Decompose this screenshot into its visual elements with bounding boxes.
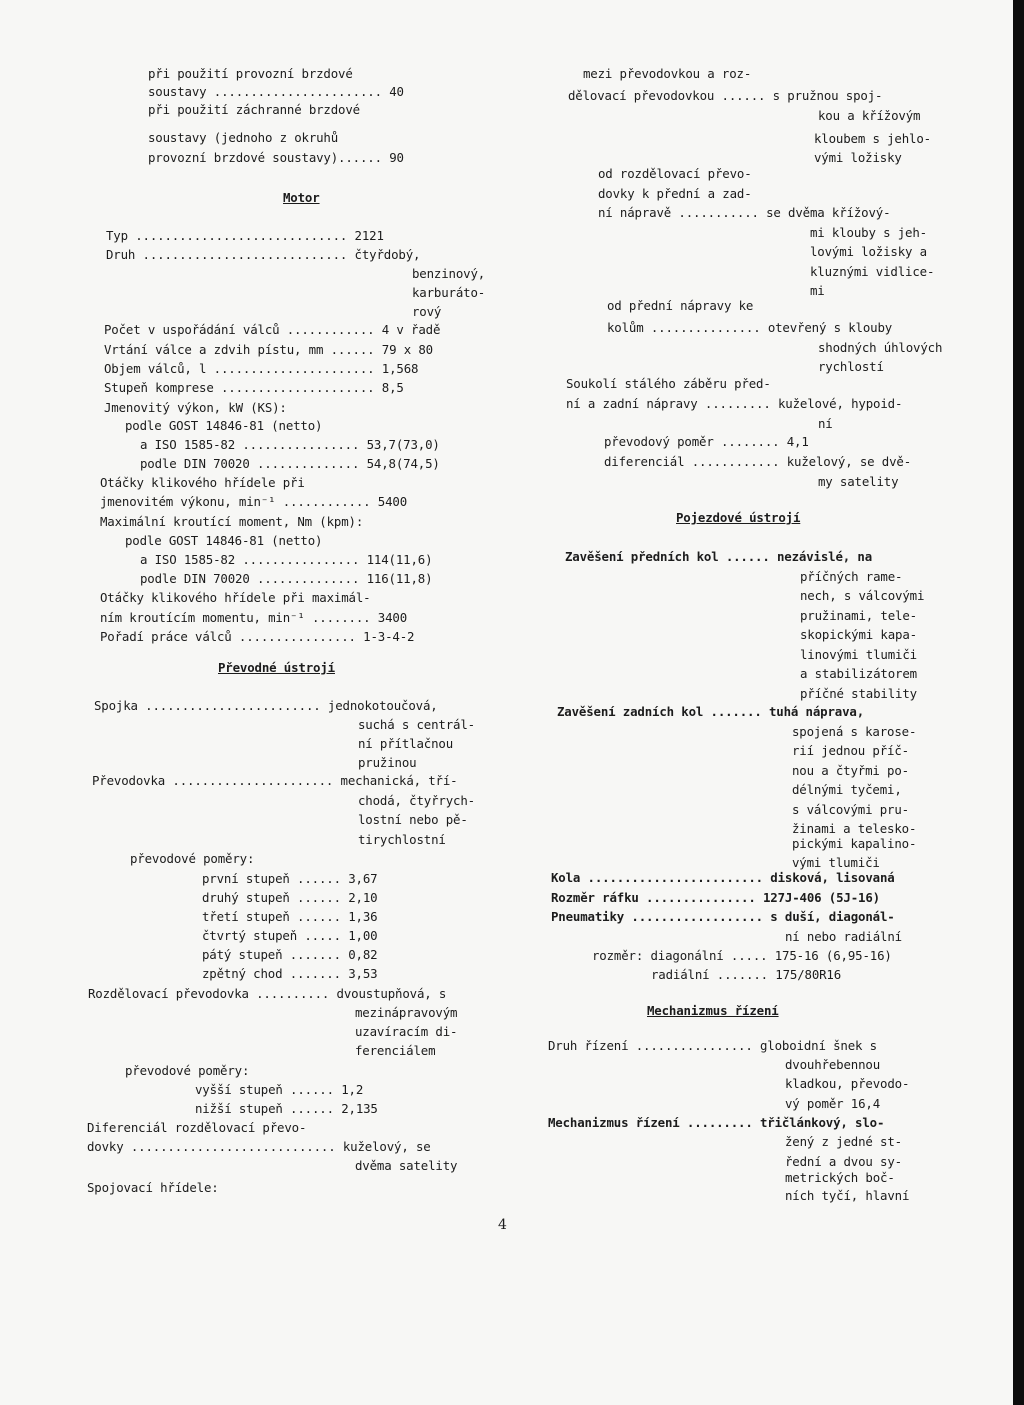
text-line: pátý stupeň ....... 0,82 <box>202 947 378 962</box>
text-line: chodá, čtyřrych- <box>358 793 475 808</box>
text-line: Otáčky klikového hřídele při maximál- <box>100 590 371 605</box>
text-line: rychlostí <box>818 359 884 374</box>
text-line: shodných úhlových <box>818 340 943 355</box>
text-line: soustavy (jednoho z okruhů <box>148 130 339 145</box>
text-line: podle GOST 14846-81 (netto) <box>125 533 323 548</box>
text-line: s válcovými pru- <box>792 802 909 817</box>
text-line: příčné stability <box>800 686 917 701</box>
text-line: uzavíracím di- <box>355 1024 458 1039</box>
text-line: podle DIN 70020 .............. 116(11,8) <box>140 571 433 586</box>
text-line: lovými ložisky a <box>810 244 927 259</box>
text-line: podle GOST 14846-81 (netto) <box>125 418 323 433</box>
text-line: třetí stupeň ...... 1,36 <box>202 909 378 924</box>
text-line: od přední nápravy ke <box>607 298 754 313</box>
text-line: mi klouby s jeh- <box>810 225 927 240</box>
text-line: vyšší stupeň ...... 1,2 <box>195 1082 364 1097</box>
text-line: Počet v uspořádání válců ............ 4 v řadě <box>104 322 441 337</box>
section-heading: Motor <box>283 190 320 205</box>
text-line: převodové poměry: <box>125 1063 250 1078</box>
text-line: ní nebo radiální <box>785 929 902 944</box>
text-line: řední a dvou sy- <box>785 1154 902 1169</box>
text-line: ní nápravě ........... se dvěma křížový- <box>598 205 891 220</box>
text-line: rií jednou příč- <box>792 743 909 758</box>
text-line: pickými kapalino- <box>792 836 917 851</box>
text-line: Otáčky klikového hřídele při <box>100 475 305 490</box>
text-line: my satelity <box>818 474 899 489</box>
text-line: ním kroutícím momentu, min⁻¹ ........ 3400 <box>100 610 408 625</box>
text-line: provozní brzdové soustavy)...... 90 <box>148 150 404 165</box>
text-line: benzinový, <box>412 266 486 281</box>
text-line: Druh řízení ................ globoidní šnek s <box>548 1038 877 1053</box>
text-line: mezinápravovým <box>355 1005 458 1020</box>
text-line: ní <box>818 416 833 431</box>
text-line: Soukolí stálého záběru před- <box>566 376 771 391</box>
text-line: při použití provozní brzdové <box>148 66 353 81</box>
text-line: vými ložisky <box>814 150 902 165</box>
text-line: převodové poměry: <box>130 851 255 866</box>
text-line: zpětný chod ....... 3,53 <box>202 966 378 981</box>
text-line: Typ ............................. 2121 <box>106 228 384 243</box>
text-line: lostní nebo pě- <box>358 812 468 827</box>
text-line: Kola ........................ disková, lisovaná <box>551 870 895 885</box>
scan-edge-shadow <box>1013 0 1024 1405</box>
text-line: dvouhřebennou <box>785 1057 881 1072</box>
text-line: kou a křížovým <box>818 108 921 123</box>
text-line: délnými tyčemi, <box>792 782 902 797</box>
text-line: ní a zadní nápravy ......... kuželové, hypoid- <box>566 396 903 411</box>
text-line: ferenciálem <box>355 1043 436 1058</box>
text-line: nižší stupeň ...... 2,135 <box>195 1101 378 1116</box>
text-line: dvěma satelity <box>355 1158 458 1173</box>
text-line: převodový poměr ........ 4,1 <box>604 434 809 449</box>
section-heading: Převodné ústrojí <box>218 660 335 675</box>
text-line: Objem válců, l ...................... 1,568 <box>104 361 419 376</box>
text-line: Maximální kroutící moment, Nm (kpm): <box>100 514 364 529</box>
text-line: kluznými vidlice- <box>810 264 935 279</box>
text-line: nech, s válcovými <box>800 588 925 603</box>
section-heading: Pojezdové ústrojí <box>676 510 801 525</box>
text-line: dělovací převodovkou ...... s pružnou spoj- <box>568 88 883 103</box>
text-line: Stupeň komprese ..................... 8,5 <box>104 380 404 395</box>
text-line: kloubem s jehlo- <box>814 131 931 146</box>
text-line: příčných rame- <box>800 569 903 584</box>
text-line: Pneumatiky .................. s duší, diagonál- <box>551 909 895 924</box>
text-line: dovky ............................ kuželový, se <box>87 1139 431 1154</box>
text-line: suchá s centrál- <box>358 717 475 732</box>
text-line: žený z jedné st- <box>785 1134 902 1149</box>
text-line: vý poměr 16,4 <box>785 1096 881 1111</box>
text-line: podle DIN 70020 .............. 54,8(74,5) <box>140 456 440 471</box>
text-line: jmenovitém výkonu, min⁻¹ ............ 5400 <box>100 494 408 509</box>
text-line: čtvrtý stupeň ..... 1,00 <box>202 928 378 943</box>
text-line: Zavěšení předních kol ...... nezávislé, na <box>565 549 873 564</box>
text-line: a ISO 1585-82 ................ 114(11,6) <box>140 552 433 567</box>
text-line: rozměr: diagonální ..... 175-16 (6,95-16) <box>592 948 892 963</box>
text-line: karburáto- <box>412 285 486 300</box>
text-line: Rozměr ráfku ............... 127J-406 (5J-16) <box>551 890 880 905</box>
text-line: dovky k přední a zad- <box>598 186 752 201</box>
text-line: Druh ............................ čtyřdobý, <box>106 247 421 262</box>
text-line: Pořadí práce válců ................ 1-3-4-2 <box>100 629 415 644</box>
text-line: pružinou <box>358 755 417 770</box>
text-line: Jmenovitý výkon, kW (KS): <box>104 400 287 415</box>
text-line: mi <box>810 283 825 298</box>
text-line: při použití záchranné brzdové <box>148 102 360 117</box>
text-line: metrických boč- <box>785 1170 895 1185</box>
text-line: a ISO 1585-82 ................ 53,7(73,0) <box>140 437 440 452</box>
text-line: Zavěšení zadních kol ....... tuhá náprava, <box>557 704 865 719</box>
text-line: od rozdělovací převo- <box>598 166 752 181</box>
text-line: druhý stupeň ...... 2,10 <box>202 890 378 905</box>
text-line: Rozdělovací převodovka .......... dvoustupňová, s <box>88 986 447 1001</box>
text-line: Vrtání válce a zdvih pístu, mm ...... 79 x 80 <box>104 342 433 357</box>
text-line: mezi převodovkou a roz- <box>583 66 752 81</box>
text-line: a stabilizátorem <box>800 666 917 681</box>
text-line: rový <box>412 304 442 319</box>
text-line: spojená s karose- <box>792 724 917 739</box>
text-line: soustavy ....................... 40 <box>148 84 404 99</box>
text-line: Spojovací hřídele: <box>87 1180 219 1195</box>
text-line: Převodovka ...................... mechanická, tří- <box>92 773 458 788</box>
text-line: radiální ....... 175/80R16 <box>651 967 842 982</box>
text-line: vými tlumiči <box>792 855 880 870</box>
text-line: kladkou, převodo- <box>785 1076 910 1091</box>
text-line: kolům ............... otevřený s klouby <box>607 320 893 335</box>
section-heading: Mechanizmus řízení <box>647 1003 779 1018</box>
text-line: nou a čtyřmi po- <box>792 763 909 778</box>
text-line: skopickými kapa- <box>800 627 917 642</box>
text-line: tirychlostní <box>358 832 446 847</box>
text-line: Mechanizmus řízení ......... třičlánkový, slo- <box>548 1115 885 1130</box>
text-line: diferenciál ............ kuželový, se dvě- <box>604 454 912 469</box>
text-line: Spojka ........................ jednokotoučová, <box>94 698 438 713</box>
text-line: ní přítlačnou <box>358 736 454 751</box>
text-line: žinami a telesko- <box>792 821 917 836</box>
page-number: 4 <box>498 1217 507 1233</box>
text-line: Diferenciál rozdělovací převo- <box>87 1120 307 1135</box>
text-line: ních tyčí, hlavní <box>785 1188 910 1203</box>
text-line: linovými tlumiči <box>800 647 917 662</box>
text-line: pružinami, tele- <box>800 608 917 623</box>
text-line: první stupeň ...... 3,67 <box>202 871 378 886</box>
